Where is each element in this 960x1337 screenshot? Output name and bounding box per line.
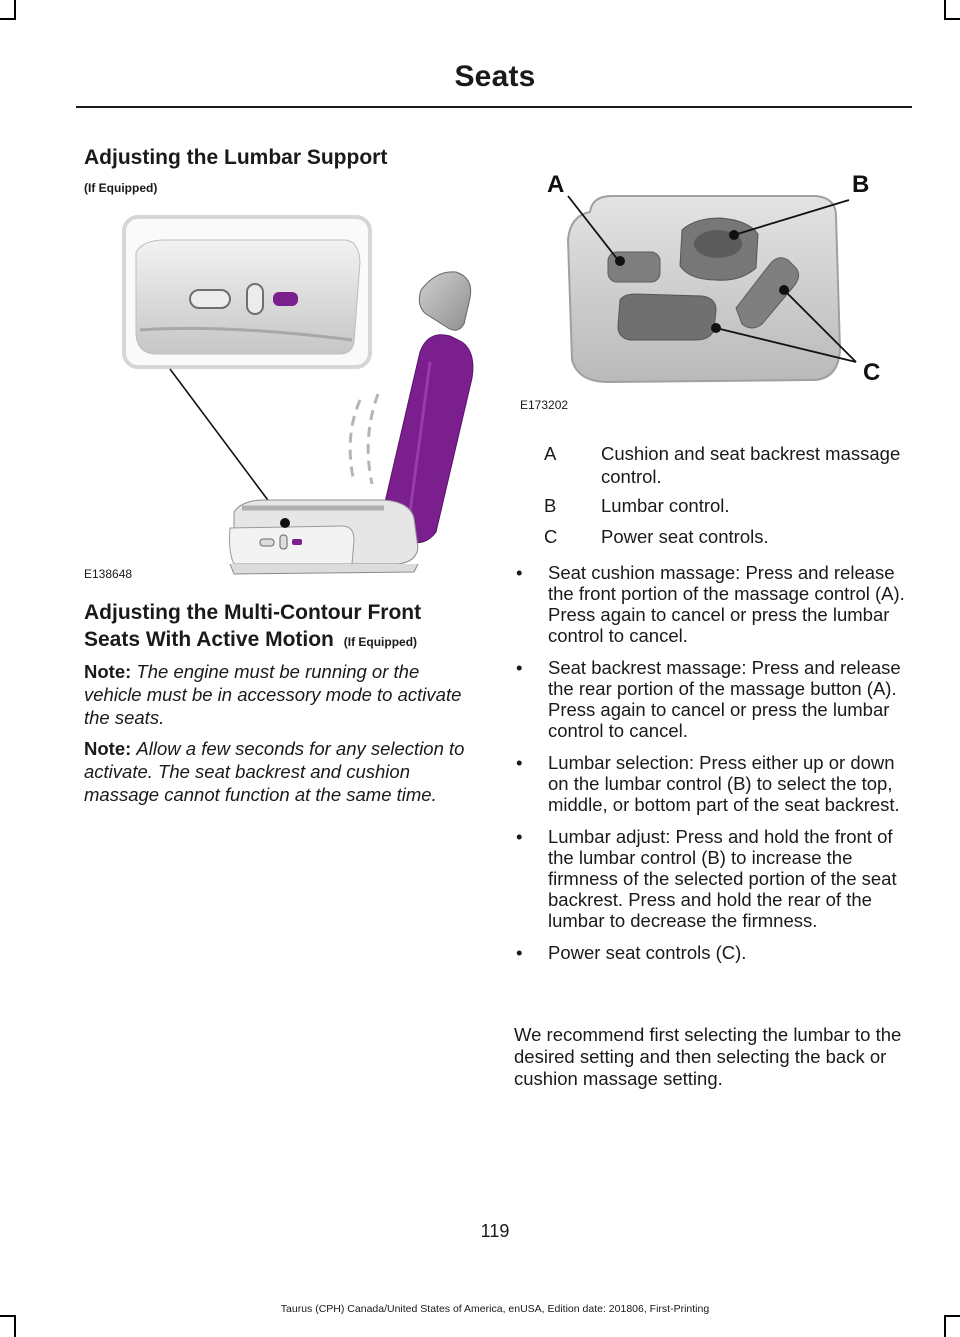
crop-mark — [0, 1315, 16, 1317]
key-description: Cushion and seat backrest massage control. — [601, 443, 901, 487]
note — [84, 660, 479, 729]
seat-lumbar-illustration — [84, 212, 484, 588]
key-row — [544, 442, 910, 490]
crop-mark — [944, 1315, 946, 1337]
page-header-title: Seats — [454, 60, 536, 93]
list-item — [514, 657, 910, 741]
section-tag: (If Equipped) — [84, 181, 158, 195]
bullet-icon: • — [516, 562, 523, 583]
key-description: Lumbar control. — [601, 495, 730, 516]
key-letter: B — [544, 495, 557, 516]
list-item — [514, 942, 910, 963]
list-item-text: Power seat controls (C). — [548, 942, 747, 963]
crop-mark — [14, 0, 16, 20]
crop-mark — [0, 18, 16, 20]
callout-a: A — [547, 171, 565, 198]
section-title-lumbar — [84, 145, 387, 171]
note-label: Note: — [84, 738, 132, 759]
list-item-text: Lumbar selection: Press either up or down on the lumbar control (B) to select the top, middle, or bottom part of the seat backrest. — [548, 752, 900, 815]
page-number: 119 — [480, 1221, 510, 1241]
note-label: Note: — [84, 661, 132, 682]
note — [84, 737, 479, 806]
key-letter: C — [544, 526, 558, 547]
key-row — [544, 494, 910, 518]
crop-mark — [944, 18, 960, 20]
section-title-text: Adjusting the Multi-Contour Front Seats With Active Motion — [84, 601, 422, 651]
list-item-text: Seat backrest massage: Press and release the rear portion of the massage button (A). Press again to cancel or press the lumbar control to cancel. — [548, 657, 901, 741]
bullet-icon: • — [516, 826, 523, 847]
footer-text: Taurus (CPH) Canada/United States of America, enUSA, Edition date: 201806, First-Printing — [280, 1303, 710, 1315]
bullet-icon: • — [516, 657, 523, 678]
section-title-multicontour — [84, 599, 479, 656]
crop-mark — [944, 0, 946, 20]
key-letter: A — [544, 443, 557, 464]
key-row — [544, 525, 910, 549]
list-item — [514, 562, 910, 646]
bullet-icon: • — [516, 752, 523, 773]
header-rule — [76, 106, 912, 108]
list-item — [514, 752, 910, 815]
list-item-text: Seat cushion massage: Press and release the front portion of the massage control (A). Press again to cancel or press the lumbar control to cancel. — [548, 562, 905, 646]
figure-code: E173202 — [520, 398, 569, 412]
massage-control-illustration — [520, 160, 915, 400]
section-title-text: Adjusting the Lumbar Support — [84, 146, 388, 169]
callout-b: B — [852, 171, 870, 198]
note-text: Allow a few seconds for any selection to activate. The seat backrest and cushion massage cannot function at the same time. — [84, 738, 465, 805]
closing-paragraph: We recommend first selecting the lumbar to the desired setting and then selecting the back or cushion massage setting. — [514, 1024, 902, 1089]
section-tag: (If Equipped) — [343, 635, 418, 649]
list-item — [514, 826, 910, 931]
bullet-list — [514, 562, 910, 974]
crop-mark — [944, 1315, 960, 1317]
key-description: Power seat controls. — [601, 526, 769, 547]
figure-code: E138648 — [84, 567, 133, 581]
note-text: The engine must be running or the vehicle must be in accessory mode to activate the seats. — [84, 661, 462, 728]
callout-c: C — [863, 359, 881, 386]
crop-mark — [14, 1315, 16, 1337]
bullet-icon: • — [516, 942, 523, 963]
list-item-text: Lumbar adjust: Press and hold the front of the lumbar control (B) to increase the firmness of the selected portion of the seat backrest. Press and hold the rear of the lumbar to decrease the firmness. — [548, 826, 897, 931]
